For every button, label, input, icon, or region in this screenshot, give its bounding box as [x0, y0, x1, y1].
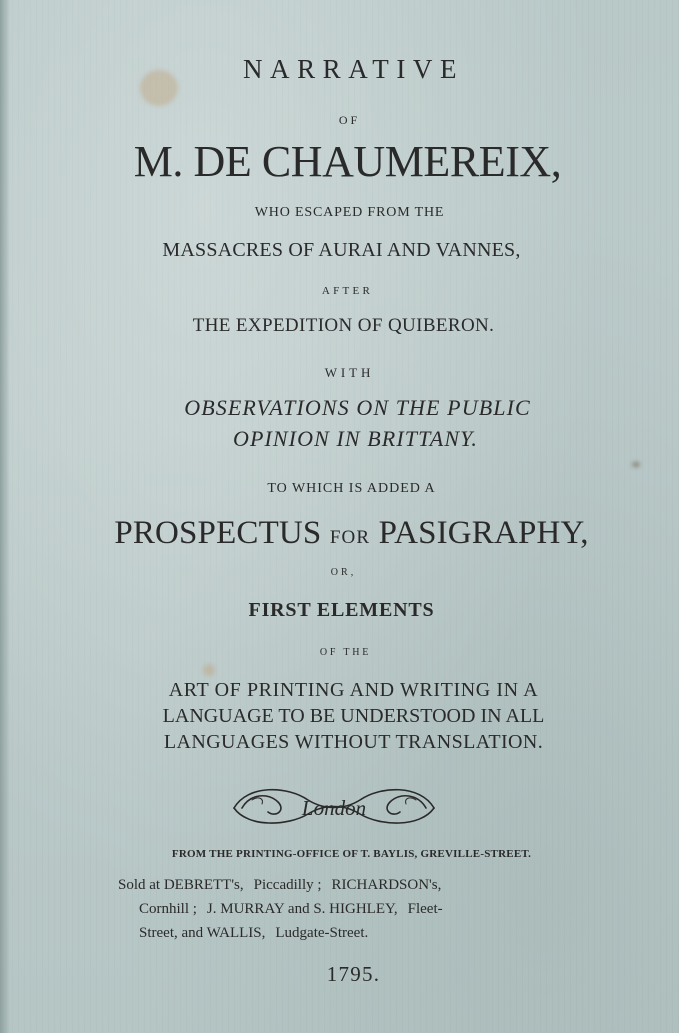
connector-after: AFTER — [321, 285, 374, 297]
seller-wallis: Street, and WALLIS, — [139, 925, 266, 941]
for-word: FOR — [329, 527, 371, 548]
place-piccadilly: Piccadilly ; — [253, 877, 322, 893]
place-cornhill: Cornhill ; — [139, 901, 197, 917]
seller-debrett: Sold at DEBRETT's, — [118, 877, 244, 893]
connector-of: OF — [338, 113, 361, 127]
sold-line-2 — [139, 902, 443, 917]
sold-line-1 — [118, 878, 441, 893]
place-fleet: Fleet- — [407, 901, 443, 917]
connector-of-the: OF THE — [319, 647, 372, 658]
subtitle-who-escaped: WHO ESCAPED FROM THE — [254, 205, 445, 220]
publication-year: 1795. — [326, 962, 381, 986]
art-line-1: ART OF PRINTING AND WRITING IN A — [168, 679, 539, 701]
sold-line-3 — [139, 926, 368, 941]
connector-to-which-added: TO WHICH IS ADDED A — [267, 481, 436, 496]
art-line-2: LANGUAGE TO BE UNDERSTOOD IN ALL — [162, 705, 545, 727]
pasigraphy-word: PASIGRAPHY, — [378, 515, 589, 551]
prospectus-heading — [0, 517, 679, 550]
prospectus-word: PROSPECTUS — [114, 515, 322, 551]
book-title: NARRATIVE — [242, 54, 465, 84]
art-line-3: LANGUAGES WITHOUT TRANSLATION. — [163, 731, 544, 753]
paper-stain — [203, 664, 215, 676]
seller-murray-highley: J. MURRAY and S. HIGHLEY, — [206, 901, 398, 917]
author-name: M. DE CHAUMEREIX, — [133, 137, 562, 186]
printing-office: FROM THE PRINTING-OFFICE OF T. BAYLIS, GREVILLE-STREET. — [171, 848, 532, 860]
calligraphic-flourish-icon — [228, 778, 440, 834]
place-ludgate: Ludgate-Street. — [275, 925, 369, 941]
paper-stain — [632, 462, 640, 467]
imprint-city: London — [301, 796, 367, 820]
connector-or: OR, — [330, 567, 357, 578]
subtitle-expedition: THE EXPEDITION OF QUIBERON. — [192, 315, 495, 336]
observations-line-2: OPINION IN BRITTANY. — [232, 426, 479, 451]
first-elements-heading: FIRST ELEMENTS — [248, 599, 435, 621]
observations-line-1: OBSERVATIONS ON THE PUBLIC — [184, 395, 531, 420]
seller-richardson: RICHARDSON's, — [331, 877, 442, 893]
connector-with: WITH — [324, 365, 375, 380]
subtitle-massacres: MASSACRES OF AURAI AND VANNES, — [162, 239, 521, 261]
